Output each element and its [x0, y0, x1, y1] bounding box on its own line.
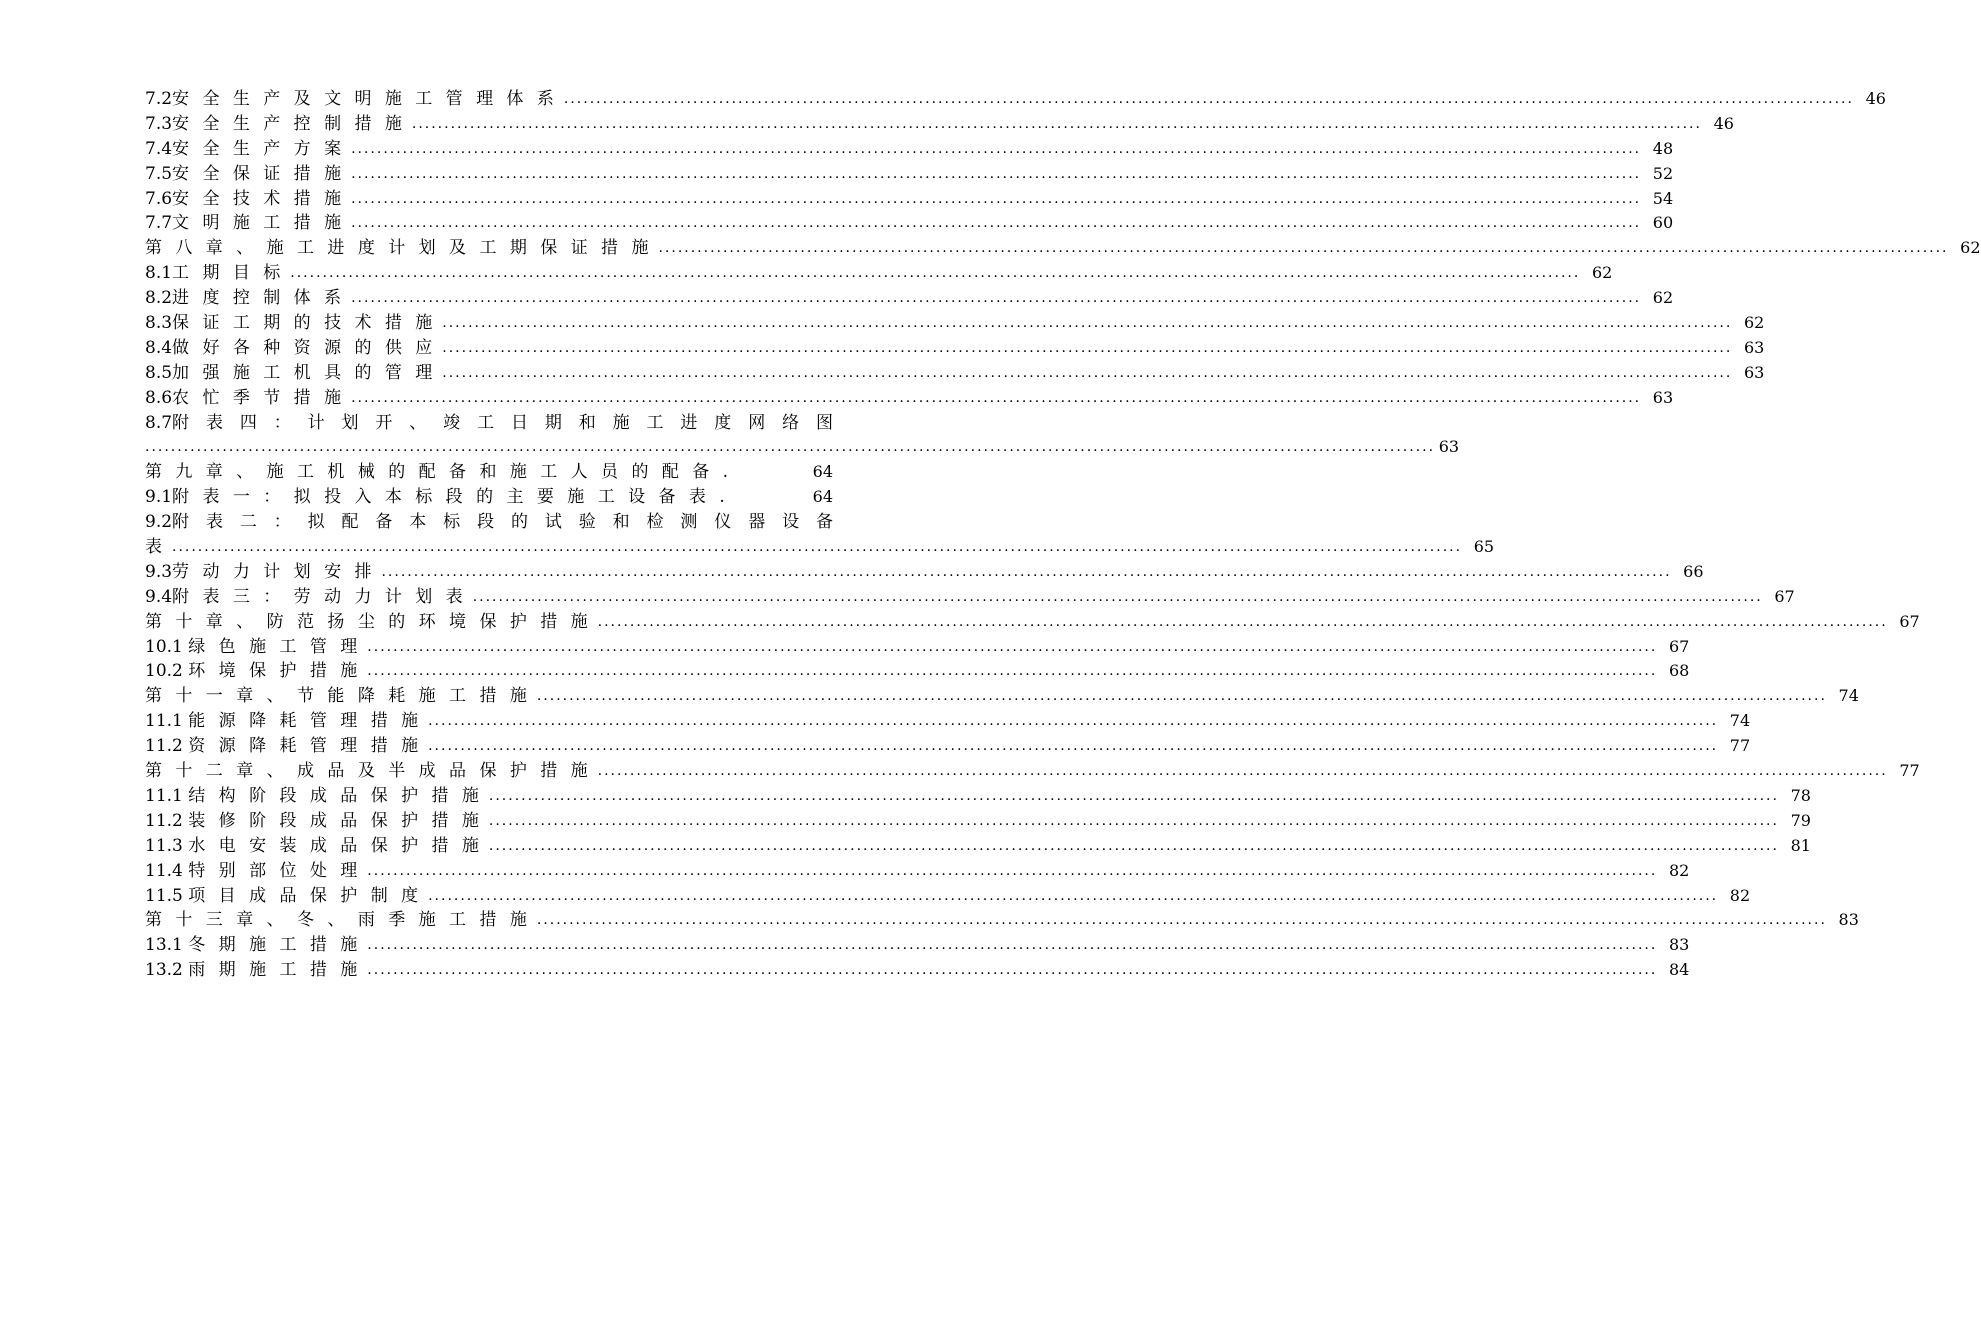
toc-page-number: 83 — [1838, 910, 1859, 930]
toc-title-text: 进 度 控 制 体 系 — [172, 288, 346, 309]
toc-leader-dots: ........................................................................................................................................................................................................ — [442, 315, 1733, 332]
toc-title — [145, 659, 361, 684]
toc-entry[interactable] — [145, 759, 1920, 784]
toc-entry[interactable] — [145, 809, 1811, 834]
toc-leader-dots: ........................................................................................................................................................................................................ — [367, 663, 1658, 680]
toc-title-text: 第 九 章 、 施 工 机 械 的 配 备 和 施 工 人 员 的 配 备 . — [145, 462, 733, 483]
toc-title-text: 环 境 保 护 措 施 — [188, 661, 362, 682]
toc-title-text: 安 全 生 产 方 案 — [172, 138, 346, 159]
toc-title — [145, 236, 652, 261]
toc-title-text: 能 源 降 耗 管 理 措 施 — [188, 711, 423, 732]
toc-leader-dots: ........................................................................................................................................................................................................ — [442, 364, 1733, 381]
toc-title-text: 资 源 降 耗 管 理 措 施 — [188, 736, 423, 757]
toc-title — [145, 958, 361, 983]
toc-page-number: 64 — [812, 487, 833, 507]
toc-entry[interactable] — [145, 261, 1613, 286]
toc-title — [145, 759, 592, 784]
toc-page-number: 67 — [1899, 611, 1920, 631]
toc-title — [145, 859, 361, 884]
toc-title — [145, 361, 436, 386]
toc-leader-dots: ........................................................................................................................................................................................................ — [290, 265, 1581, 282]
toc-title-text: 附 表 四 ： 计 划 开 、 竣 工 日 期 和 施 工 进 度 网 络 图 — [172, 412, 833, 433]
toc-title — [145, 211, 345, 236]
toc-leader-dots: ........................................................................................................................................................................................................ — [351, 389, 1642, 406]
toc-entry[interactable] — [145, 585, 1795, 610]
table-of-contents — [145, 87, 1981, 983]
toc-number: 7.3 — [145, 113, 173, 134]
toc-number: 8.3 — [145, 313, 173, 334]
toc-page-number: 67 — [1668, 636, 1690, 656]
toc-leader-dots: ........................................................................................................................................................................................................ — [428, 738, 1719, 755]
toc-title-text: 保 证 工 期 的 技 术 措 施 — [172, 313, 437, 334]
toc-title-text: 第 十 二 章 、 成 品 及 半 成 品 保 护 措 施 — [145, 761, 592, 782]
toc-title — [145, 386, 345, 411]
toc-title — [145, 485, 729, 510]
toc-title-text: 表 — [145, 537, 166, 558]
toc-page-number: 62 — [1960, 238, 1981, 258]
toc-page-number: 68 — [1668, 661, 1690, 681]
toc-title-text: 特 别 部 位 处 理 — [188, 860, 362, 881]
toc-page-number: 62 — [1743, 313, 1765, 333]
toc-page-number: 64 — [812, 462, 833, 482]
toc-number: 11.2 — [145, 810, 189, 831]
toc-title — [145, 162, 345, 187]
toc-title — [145, 187, 345, 212]
toc-page-number: 54 — [1652, 188, 1674, 208]
toc-page-number: 77 — [1729, 736, 1751, 756]
toc-page-number: 82 — [1729, 885, 1751, 905]
toc-title — [145, 311, 436, 336]
toc-page-number: 78 — [1790, 785, 1811, 805]
toc-leader-dots: ........................................................................................................................................................................................................ — [367, 937, 1658, 954]
toc-title-text: 做 好 各 种 资 源 的 供 应 — [172, 337, 437, 358]
toc-leader-dots: ........................................................................................................................................................................................................ — [172, 539, 1463, 556]
toc-leader-dots: ........................................................................................................................................................................................................ — [536, 688, 1827, 705]
toc-entry[interactable] — [145, 411, 833, 436]
toc-title — [145, 535, 166, 560]
toc-title — [145, 460, 732, 485]
toc-leader-dots: ........................................................................................................................................................................................................ — [563, 91, 1854, 107]
toc-page-number: 62 — [1652, 288, 1674, 308]
toc-number: 7.2 — [145, 89, 173, 109]
toc-title — [145, 112, 406, 137]
toc-leader-dots: ........................................................................................................................................................................................................ — [381, 563, 1672, 580]
toc-number: 7.4 — [145, 138, 173, 159]
toc-title — [145, 585, 467, 610]
toc-page-number: 63 — [1652, 387, 1674, 407]
toc-title-text: 第 十 三 章 、 冬 、 雨 季 施 工 措 施 — [145, 910, 531, 931]
toc-title-text: 第 八 章 、 施 工 进 度 计 划 及 工 期 保 证 措 施 — [145, 238, 653, 259]
toc-page-number: 67 — [1774, 586, 1795, 606]
toc-leader-dots: ........................................................................................................................................................................................................ — [351, 215, 1642, 232]
toc-entry[interactable] — [145, 386, 1674, 411]
toc-title-text: 加 强 施 工 机 具 的 管 理 — [172, 362, 437, 383]
toc-entry[interactable] — [145, 187, 1674, 212]
toc-number: 8.1 — [145, 263, 173, 284]
toc-title-text: 附 表 一 ： 拟 投 入 本 标 段 的 主 要 施 工 设 备 表 . — [172, 487, 729, 508]
toc-entry[interactable] — [145, 510, 833, 535]
toc-title-text: 绿 色 施 工 管 理 — [188, 636, 362, 657]
toc-entry[interactable] — [145, 162, 1674, 187]
toc-title-text: 装 修 阶 段 成 品 保 护 措 施 — [188, 810, 483, 831]
toc-number: 8.4 — [145, 337, 173, 358]
toc-number: 11.4 — [145, 860, 189, 881]
toc-leader-dots: ........................................................................................................................................................................................................ — [351, 165, 1642, 182]
toc-title-text: 第 十 一 章 、 节 能 降 耗 施 工 措 施 — [145, 686, 531, 707]
toc-entry[interactable] — [145, 933, 1690, 958]
toc-number: 10.1 — [145, 636, 189, 657]
toc-number: 10.2 — [145, 661, 189, 682]
toc-page-number: 74 — [1838, 686, 1859, 706]
toc-title-text: 安 全 生 产 及 文 明 施 工 管 理 体 系 — [172, 89, 558, 109]
toc-entry[interactable] — [145, 908, 1859, 933]
toc-title-text: 劳 动 力 计 划 安 排 — [172, 561, 376, 582]
toc-title-text: 第 十 章 、 防 范 扬 尘 的 环 境 保 护 措 施 — [145, 611, 592, 632]
toc-title — [145, 560, 375, 585]
toc-title-text: 安 全 保 证 措 施 — [172, 163, 346, 184]
toc-title — [145, 635, 361, 660]
toc-page-number: 81 — [1790, 835, 1811, 855]
toc-entry[interactable] — [145, 610, 1920, 635]
toc-entry[interactable] — [145, 659, 1690, 684]
toc-leader-dots: ........................................................................................................................................................................................................ — [597, 613, 1888, 630]
toc-leader-dots: ........................................................................................................................................................................................................ — [428, 887, 1719, 904]
toc-page-number: 48 — [1652, 138, 1674, 158]
toc-title-text: 安 全 技 术 措 施 — [172, 188, 346, 209]
toc-entry[interactable] — [145, 485, 833, 510]
toc-leader-dots: ........................................................................................................................................................................................................ — [488, 837, 1779, 854]
toc-title — [145, 87, 558, 112]
toc-title-text: 结 构 阶 段 成 品 保 护 措 施 — [188, 785, 483, 806]
toc-title-text: 项 目 成 品 保 护 制 度 — [188, 885, 423, 906]
toc-page-number: 77 — [1899, 761, 1920, 781]
toc-entry[interactable] — [145, 958, 1690, 983]
toc-number: 8.6 — [145, 387, 173, 408]
toc-number: 8.2 — [145, 288, 173, 309]
toc-page-number: 74 — [1729, 711, 1751, 731]
toc-leader-dots: ........................................................................................................................................................................................................ — [351, 190, 1642, 207]
toc-entry[interactable] — [145, 834, 1811, 859]
toc-leader-dots: ........................................................................................................................................................................................................ — [488, 812, 1779, 829]
toc-number: 11.5 — [145, 885, 189, 906]
toc-entry[interactable] — [145, 311, 1765, 336]
toc-leader-dots: ........................................................................................................................................................................................................ — [428, 713, 1719, 730]
toc-title — [145, 734, 422, 759]
toc-number: 9.4 — [145, 586, 173, 607]
toc-title-text: 冬 期 施 工 措 施 — [188, 935, 362, 956]
toc-number: 9.2 — [145, 512, 173, 533]
toc-title — [145, 684, 531, 709]
toc-number: 13.2 — [145, 960, 189, 981]
toc-entry[interactable] — [145, 859, 1690, 884]
toc-title-text: 附 表 二 ： 拟 配 备 本 标 段 的 试 验 和 检 测 仪 器 设 备 — [172, 512, 833, 533]
toc-number: 8.5 — [145, 362, 173, 383]
toc-entry[interactable] — [145, 336, 1765, 361]
toc-leader-dots: ........................................................................................................................................................................................................ — [488, 787, 1779, 804]
toc-entry[interactable] — [145, 709, 1751, 734]
toc-title — [145, 834, 483, 859]
toc-number: 11.2 — [145, 736, 189, 757]
toc-page-number: 65 — [1473, 537, 1495, 557]
toc-entry[interactable] — [145, 435, 1460, 460]
toc-entry[interactable] — [145, 286, 1674, 311]
toc-entry[interactable] — [145, 535, 1495, 560]
toc-entry[interactable] — [145, 784, 1811, 809]
toc-number: 7.5 — [145, 163, 173, 184]
toc-page-number: 62 — [1591, 263, 1613, 283]
toc-leader-dots: ........................................................................................................................................................................................................ — [351, 140, 1642, 157]
toc-title — [145, 610, 592, 635]
toc-title — [145, 784, 483, 809]
toc-leader-dots: ........................................................................................................................................................................................................ — [367, 638, 1658, 655]
toc-title — [145, 908, 531, 933]
toc-page-number: 46 — [1865, 89, 1886, 108]
toc-leader-dots: ........................................................................................................................................................................................................ — [597, 763, 1888, 780]
toc-page-number: 79 — [1790, 810, 1811, 830]
toc-title-text: 工 期 目 标 — [172, 263, 285, 284]
toc-page-number: 84 — [1668, 960, 1690, 980]
toc-leader-dots: ........................................................................................................................................................................................................ — [442, 339, 1733, 356]
toc-title — [145, 510, 833, 535]
toc-title-text: 农 忙 季 节 措 施 — [172, 387, 346, 408]
toc-number: 7.6 — [145, 188, 173, 209]
toc-page-number: 63 — [1743, 362, 1765, 382]
toc-title — [145, 933, 361, 958]
toc-leader-dots: ........................................................................................................................................................................................................ — [411, 115, 1702, 132]
toc-title — [145, 336, 436, 361]
toc-title — [145, 411, 833, 436]
toc-page-number: 60 — [1652, 213, 1674, 233]
toc-number: 9.3 — [145, 561, 173, 582]
toc-page-number: 82 — [1668, 860, 1690, 880]
toc-leader-dots: ........................................................................................................................................................................................................ — [145, 439, 1436, 456]
toc-entry[interactable] — [145, 560, 1704, 585]
toc-entry[interactable] — [145, 211, 1674, 236]
toc-page-number: 83 — [1668, 935, 1690, 955]
toc-title-text: 水 电 安 装 成 品 保 护 措 施 — [188, 835, 483, 856]
toc-number: 7.7 — [145, 213, 173, 234]
toc-entry[interactable] — [145, 87, 1886, 112]
toc-number: 13.1 — [145, 935, 189, 956]
toc-page-number: 46 — [1713, 113, 1734, 133]
toc-entry[interactable] — [145, 460, 833, 485]
toc-number: 11.1 — [145, 711, 189, 732]
toc-title — [145, 709, 422, 734]
toc-leader-dots: ........................................................................................................................................................................................................ — [658, 240, 1949, 257]
toc-title — [145, 884, 422, 909]
toc-title-text: 文 明 施 工 措 施 — [172, 213, 346, 234]
toc-number: 8.7 — [145, 412, 173, 433]
toc-title — [145, 809, 483, 834]
toc-leader-dots: ........................................................................................................................................................................................................ — [472, 588, 1763, 605]
toc-title — [145, 261, 284, 286]
toc-leader-dots: ........................................................................................................................................................................................................ — [536, 912, 1827, 929]
toc-entry[interactable] — [145, 112, 1734, 137]
toc-page-number: 63 — [1743, 337, 1765, 357]
toc-entry[interactable] — [145, 884, 1751, 909]
toc-entry[interactable] — [145, 137, 1674, 162]
toc-number: 11.3 — [145, 835, 189, 856]
toc-leader-dots: ........................................................................................................................................................................................................ — [367, 962, 1658, 979]
toc-entry[interactable] — [145, 734, 1751, 759]
toc-page-number: 66 — [1683, 561, 1704, 581]
toc-entry[interactable] — [145, 635, 1690, 660]
toc-page-number: 63 — [1438, 437, 1460, 457]
toc-number: 9.1 — [145, 487, 173, 508]
toc-title-text: 雨 期 施 工 措 施 — [188, 960, 362, 981]
toc-title-text: 安 全 生 产 控 制 措 施 — [172, 113, 406, 134]
toc-entry[interactable] — [145, 361, 1765, 386]
toc-title — [145, 286, 345, 311]
toc-entry[interactable] — [145, 236, 1981, 261]
toc-leader-dots: ........................................................................................................................................................................................................ — [351, 290, 1642, 307]
toc-number: 11.1 — [145, 785, 189, 806]
toc-title — [145, 137, 345, 162]
toc-entry[interactable] — [145, 684, 1859, 709]
toc-page-number: 52 — [1652, 163, 1674, 183]
toc-title-text: 附 表 三 ： 劳 动 力 计 划 表 — [172, 586, 467, 607]
toc-leader-dots: ........................................................................................................................................................................................................ — [367, 862, 1658, 879]
